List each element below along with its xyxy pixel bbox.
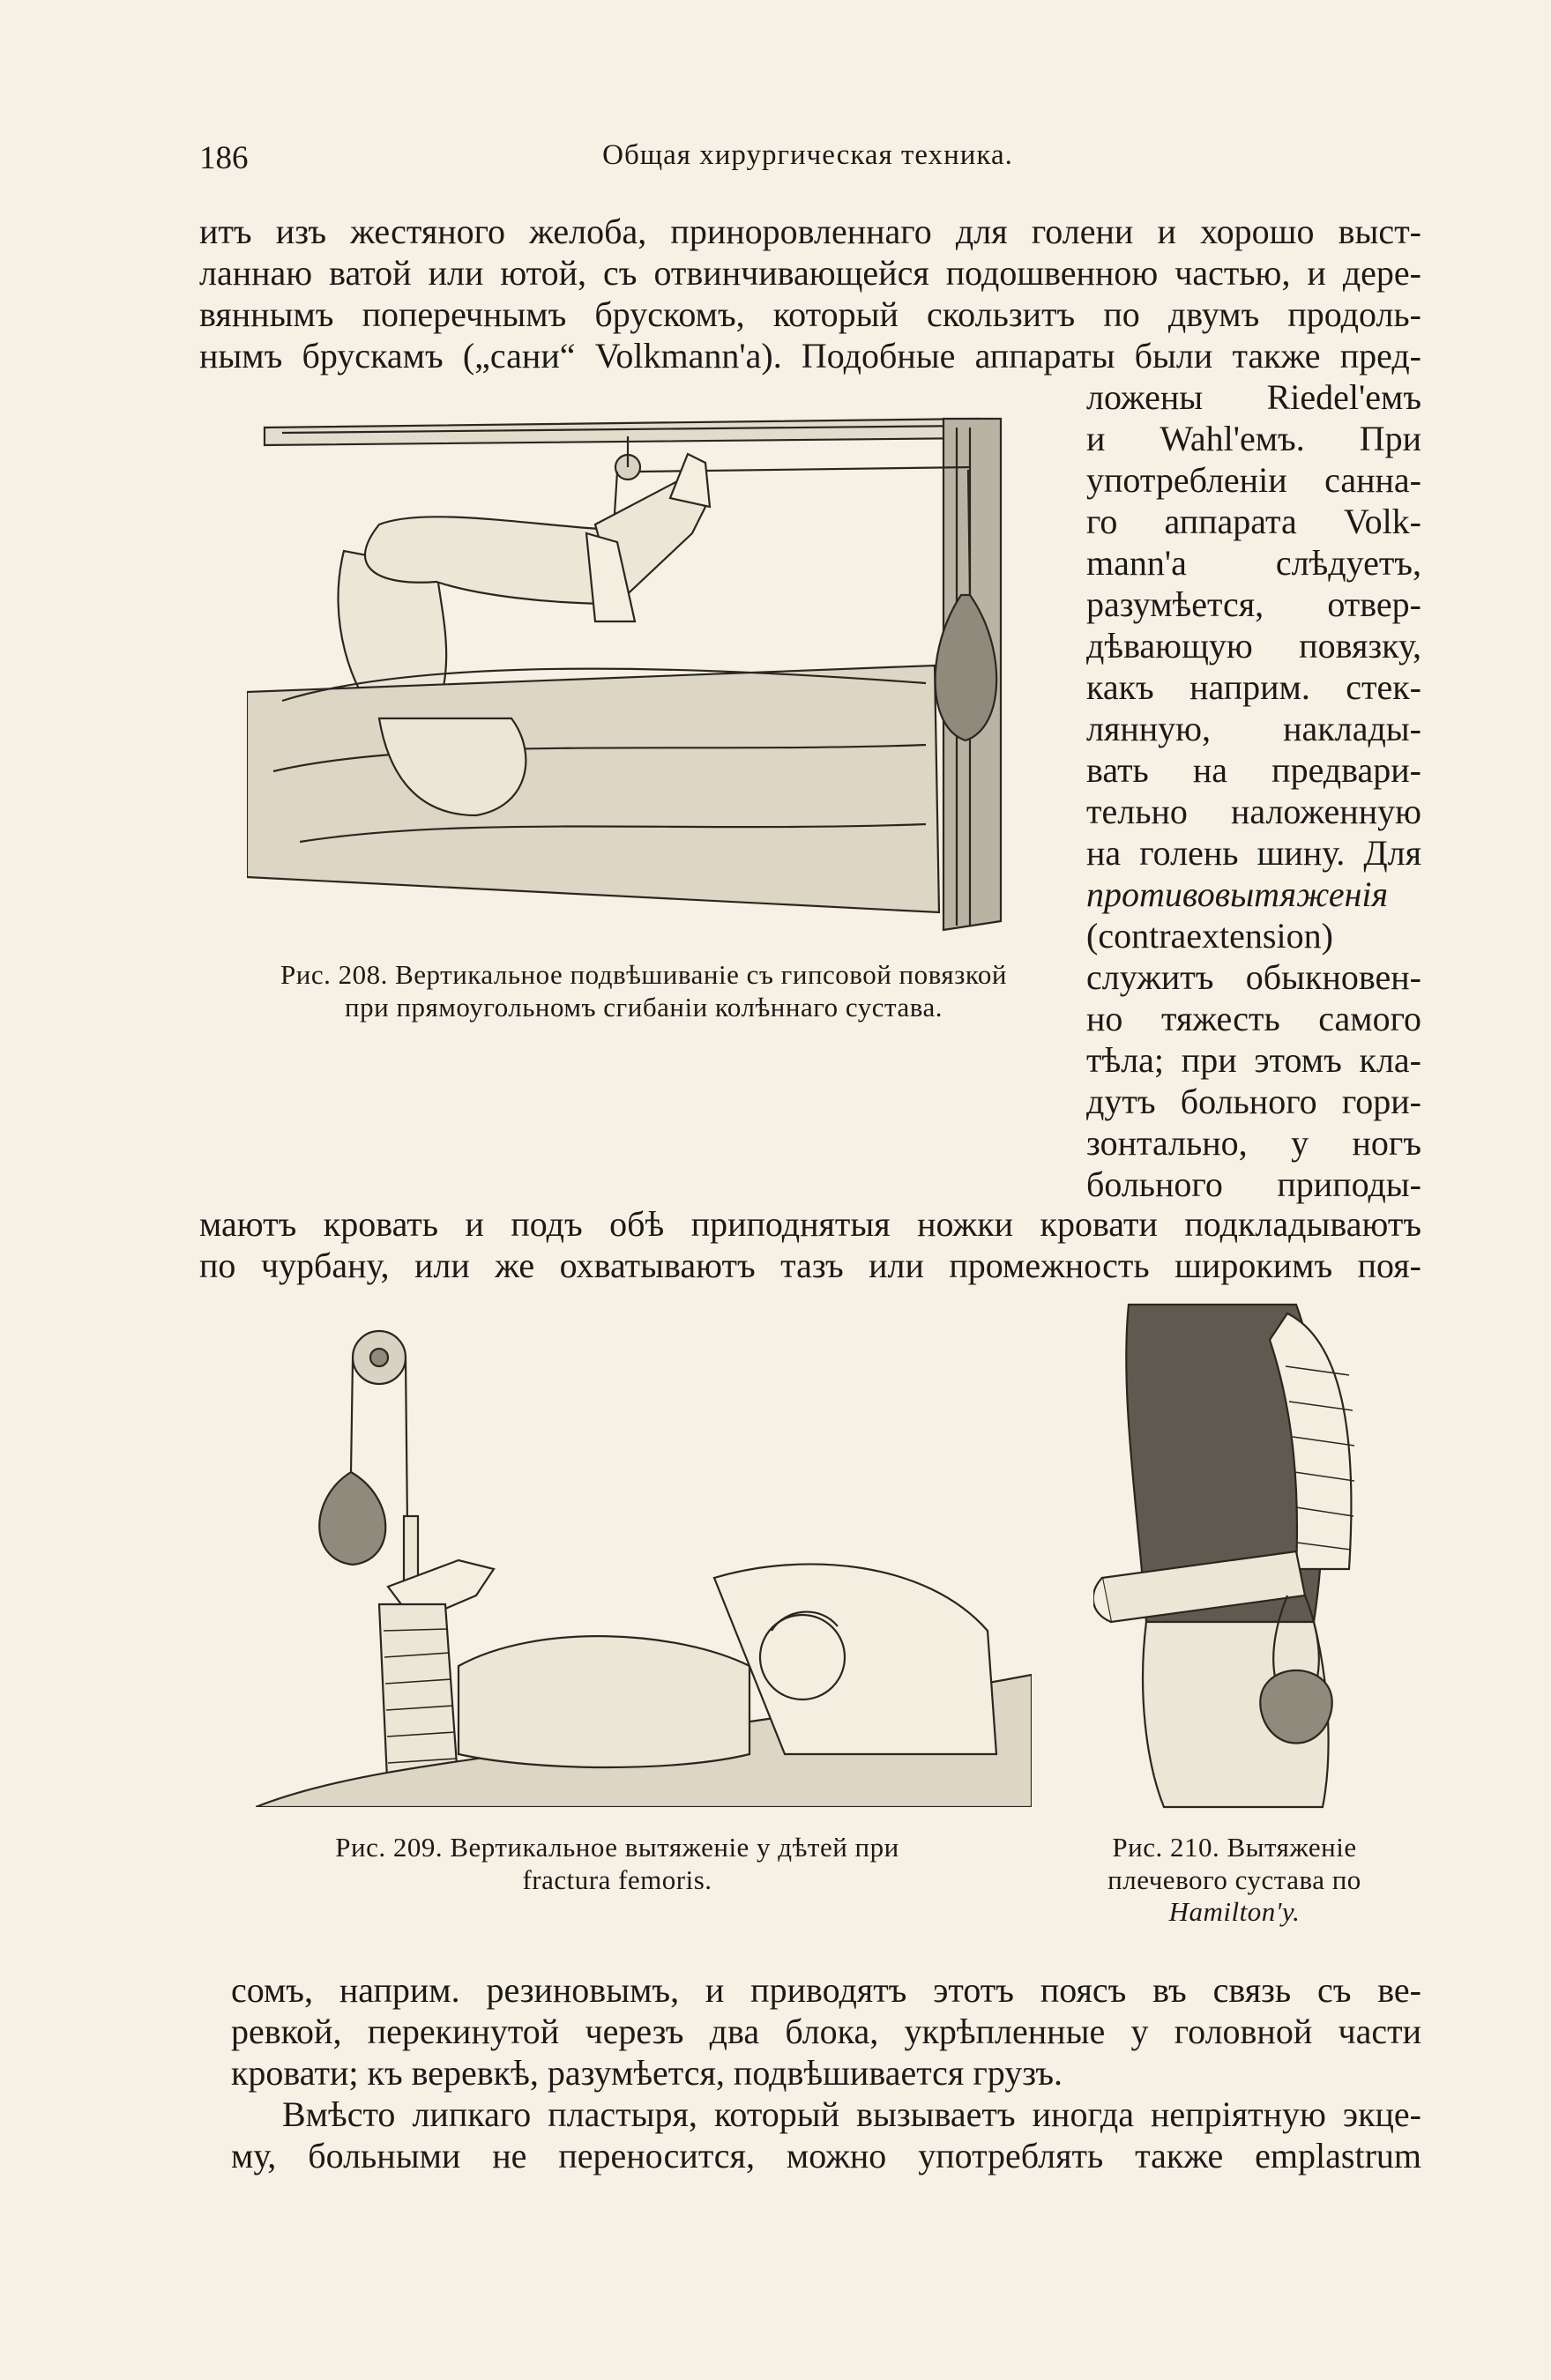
text-line: итъ изъ жестяного желоба, приноровленнаго для голени и хорошо выст- <box>199 212 1421 251</box>
text-line: зонтально, у ногъ <box>1086 1123 1421 1163</box>
shoulder-traction-drawing <box>1093 1287 1393 1816</box>
caption-text: fractura femoris. <box>522 1863 712 1895</box>
text-line: кровати; къ веревкѣ, разумѣется, подвѣшивается грузъ. <box>231 2053 1063 2093</box>
running-title: Общая хирургическая техника. <box>602 139 1013 171</box>
child-traction-drawing <box>256 1296 1032 1807</box>
text-line: какъ наприм. стек- <box>1086 667 1421 707</box>
caption-text: при прямоугольномъ сгибаніи колѣннаго сустава. <box>345 991 943 1023</box>
text-line: тѣла; при этомъ кла- <box>1086 1040 1421 1080</box>
text-line: го аппарата Volk- <box>1086 502 1421 541</box>
text-line: дутъ больного гори- <box>1086 1082 1421 1121</box>
text-line: ланнаю ватой или ютой, съ отвинчивающейся подошвенною частью, и дере- <box>199 253 1421 293</box>
page-header <box>199 139 1416 192</box>
text-line: разумѣется, отвер- <box>1086 584 1421 624</box>
text-line: сомъ, наприм. резиновымъ, и приводятъ этотъ поясъ въ связь съ ве- <box>231 1970 1421 2010</box>
figure-label: Рис. 209. <box>335 1832 444 1863</box>
figure-209-illustration <box>256 1296 1032 1807</box>
text-line: употребленіи санна- <box>1086 460 1421 500</box>
figure-209-caption <box>220 1832 1014 1896</box>
text-line: но тяжесть самого <box>1086 999 1421 1038</box>
page-number: 186 <box>199 140 249 176</box>
text-line: ревкой, перекинутой черезъ два блока, укрѣпленные у головной части <box>231 2012 1421 2051</box>
vertical-suspension-drawing <box>247 401 1071 939</box>
caption-text: Вертикальное вытяженіе у дѣтей при <box>450 1832 899 1863</box>
caption-text: Вертикальное подвѣшиваніе съ гипсовой повязкой <box>395 959 1007 990</box>
text-line: (contraextension) <box>1086 916 1333 956</box>
text-line: по чурбану, или же охватываютъ тазъ или промежность широкимъ поя- <box>199 1246 1421 1285</box>
text-line: тельно наложенную <box>1086 792 1421 831</box>
text-line: больного приподы- <box>1086 1164 1421 1204</box>
figure-208-caption <box>220 959 1067 1023</box>
figure-label: Рис. 210. <box>1112 1832 1220 1863</box>
caption-text: Вытяженіе <box>1227 1832 1357 1863</box>
text-line: противовытяженія <box>1086 874 1389 914</box>
figure-label: Рис. 208. <box>280 959 388 990</box>
text-line: маютъ кровать и подъ обѣ приподнятыя ножки кровати подкладываютъ <box>199 1204 1421 1244</box>
text-line: служитъ обыкновен- <box>1086 957 1421 997</box>
text-line: нымъ брускамъ („сани“ Volkmann'а). Подобные аппараты были также пред- <box>199 336 1421 376</box>
figure-210-caption <box>1049 1832 1420 1929</box>
figure-210-illustration <box>1093 1287 1393 1816</box>
text-line: му, больными не переносится, можно употреблять также emplastrum <box>231 2136 1421 2175</box>
text-line: ложены Riedel'емъ <box>1086 377 1421 417</box>
figure-208-illustration <box>247 401 1071 939</box>
text-line: и Wahl'емъ. При <box>1086 419 1421 458</box>
text-line: Вмѣсто липкаго пластыря, который вызываетъ иногда непріятную экце- <box>282 2094 1421 2134</box>
caption-text: плечевого сустава по <box>1107 1863 1361 1895</box>
text-line: дѣвающую повязку, <box>1086 626 1421 666</box>
text-line: mann'а слѣдуетъ, <box>1086 543 1421 583</box>
text-line: на голень шину. Для <box>1086 833 1421 873</box>
caption-text: Hamilton'у. <box>1168 1896 1301 1928</box>
text-line: лянную, наклады- <box>1086 709 1421 748</box>
text-line: вяннымъ поперечнымъ брускомъ, который скользитъ по двумъ продоль- <box>199 294 1421 334</box>
text-line: вать на предвари- <box>1086 750 1421 790</box>
